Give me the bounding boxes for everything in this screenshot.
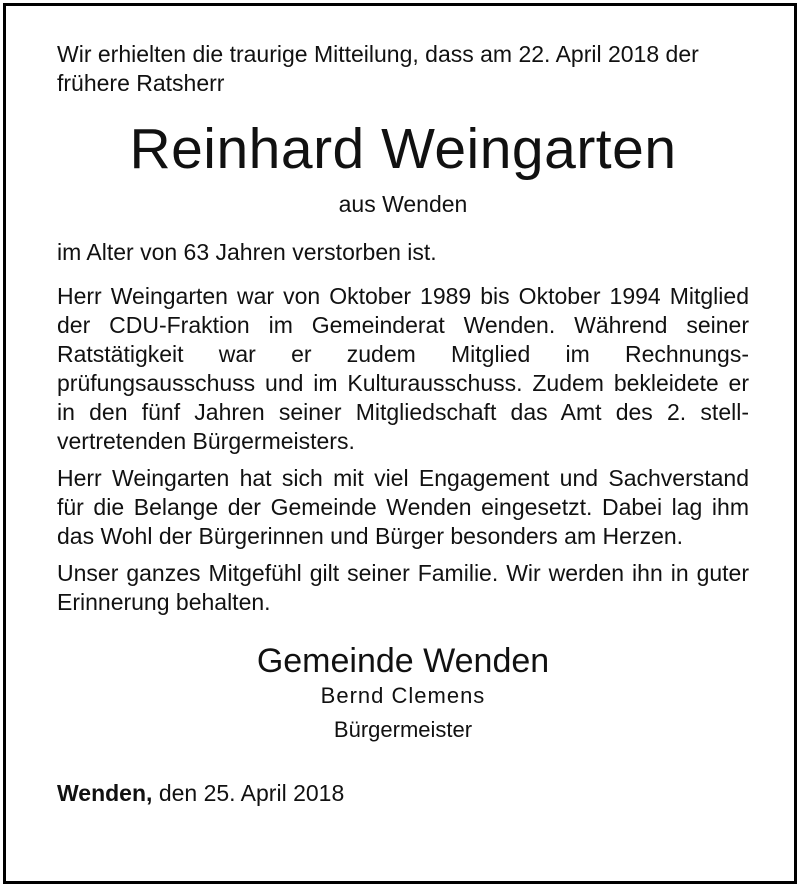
deceased-name: Reinhard Weingarten	[129, 117, 677, 181]
footer-date: den 25. April 2018	[158, 780, 345, 806]
intro-text: Wir erhielten die traurige Mitteilung, dass am 22. April 2018 der frühere Ratsherr	[57, 41, 699, 96]
notice-border	[3, 3, 797, 884]
paragraph-engagement: Herr Weingarten hat sich mit viel Engagement und Sachverstand für die Belange der Gemeinde Wenden eingesetzt. Dabei lag ihm das Wohl der Bürgerinnen und Bürger besonders am Herzen.	[57, 465, 749, 549]
paragraph-career: Herr Weingarten war von Oktober 1989 bis Oktober 1994 Mitglied der CDU-Fraktion im Gemeinderat Wenden. Während seiner Ratstätigkeit war er zudem Mitglied im Rechnungsprüfungsausschuss und im Kulturausschuss. Zudem bekleidete er in den fünf Jahren seiner Mitgliedschaft das Amt des 2. stellvertretenden Bürgermeisters.	[57, 283, 749, 454]
place-date-line	[57, 779, 749, 808]
obituary-notice	[57, 40, 749, 808]
footer-place: Wenden,	[57, 780, 153, 806]
signature-organization: Gemeinde Wenden	[256, 642, 550, 680]
signature-role: Bürgermeister	[333, 717, 473, 742]
signature-person: Bernd Clemens	[320, 683, 486, 708]
age-text: im Alter von 63 Jahren verstorben ist.	[57, 239, 437, 265]
origin-text: aus Wenden	[338, 191, 468, 217]
paragraph-condolence: Unser ganzes Mitgefühl gilt seiner Familie. Wir werden ihn in guter Erinnerung behalten.	[57, 560, 749, 615]
